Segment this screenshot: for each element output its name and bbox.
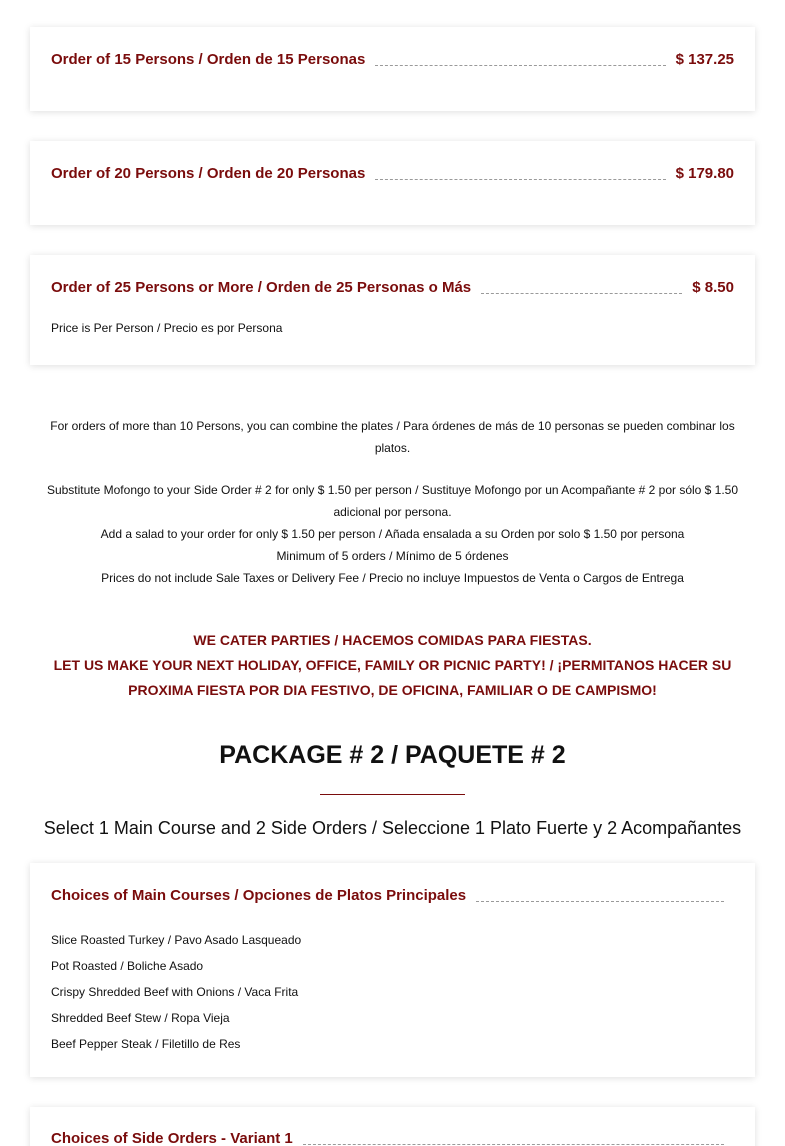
order-price: $ 179.80 (675, 164, 734, 182)
main-courses-card (30, 863, 755, 1077)
order-price: $ 137.25 (675, 50, 734, 68)
mofongo-substitute-note: Substitute Mofongo to your Side Order # 2 for only $ 1.50 per person / Sustituye Mofongo por un Acompañante # 2 por sólo $ 1.50 adicional por persona. (46, 483, 739, 519)
combine-plates-note: For orders of more than 10 Persons, you can combine the plates / Para órdenes de más de 10 personas se pueden combinar los platos. (50, 419, 735, 455)
package-subtitle: Select 1 Main Course and 2 Side Orders / Seleccione 1 Plato Fuerte y 2 Acompañantes (43, 818, 742, 838)
order-price: $ 8.50 (692, 278, 734, 296)
salad-addon-note: Add a salad to your order for only $ 1.50 per person / Añada ensalada a su Orden por solo $ 1.50 por persona (100, 527, 685, 541)
list-item: Shredded Beef Stew / Ropa Vieja (51, 1011, 230, 1025)
order-row (51, 49, 734, 69)
list-item: Slice Roasted Turkey / Pavo Asado Lasqueado (51, 933, 302, 947)
list-item: Crispy Shredded Beef with Onions / Vaca Frita (51, 985, 299, 999)
catering-promo-line2: LET US MAKE YOUR NEXT HOLIDAY, OFFICE, FAMILY OR PICNIC PARTY! / ¡PERMITANOS HACER SU PROXIMA FIESTA POR DIA FESTIVO, DE OFICINA, FAMILIAR O DE CAMPISMO! (53, 657, 732, 698)
section-title: Choices of Main Courses / Opciones de Platos Principales (51, 886, 467, 904)
order-card-20 (30, 141, 755, 225)
order-card-15 (30, 27, 755, 111)
catering-promo-line1: WE CATER PARTIES / HACEMOS COMIDAS PARA FIESTAS. (193, 632, 592, 648)
main-course-list (51, 927, 734, 1057)
order-title: Order of 15 Persons / Orden de 15 Personas (51, 50, 366, 68)
dotted-leader (303, 1144, 724, 1145)
section-title: Choices of Side Orders - Variant 1 (51, 1129, 293, 1146)
dotted-leader (481, 293, 682, 294)
section-header (51, 1128, 734, 1146)
order-row (51, 163, 734, 183)
section-header (51, 885, 734, 905)
dotted-leader (476, 901, 724, 902)
dotted-leader (375, 65, 665, 66)
order-title: Order of 20 Persons / Orden de 20 Personas (51, 164, 366, 182)
order-card-25-plus (30, 255, 755, 365)
package-title: PACKAGE # 2 / PAQUETE # 2 (219, 741, 566, 769)
list-item: Pot Roasted / Boliche Asado (51, 959, 204, 973)
per-person-note: Price is Per Person / Precio es por Persona (51, 321, 283, 335)
order-title: Order of 25 Persons or More / Orden de 25 Personas o Más (51, 278, 472, 296)
list-item: Beef Pepper Steak / Filetillo de Res (51, 1037, 241, 1051)
side-orders-card (30, 1107, 755, 1146)
order-row (51, 277, 734, 297)
dotted-leader (375, 179, 665, 180)
taxes-note: Prices do not include Sale Taxes or Delivery Fee / Precio no incluye Impuestos de Venta o Cargos de Entrega (101, 571, 684, 585)
title-divider (320, 794, 465, 795)
minimum-orders-note: Minimum of 5 orders / Mínimo de 5 órdenes (276, 549, 509, 563)
